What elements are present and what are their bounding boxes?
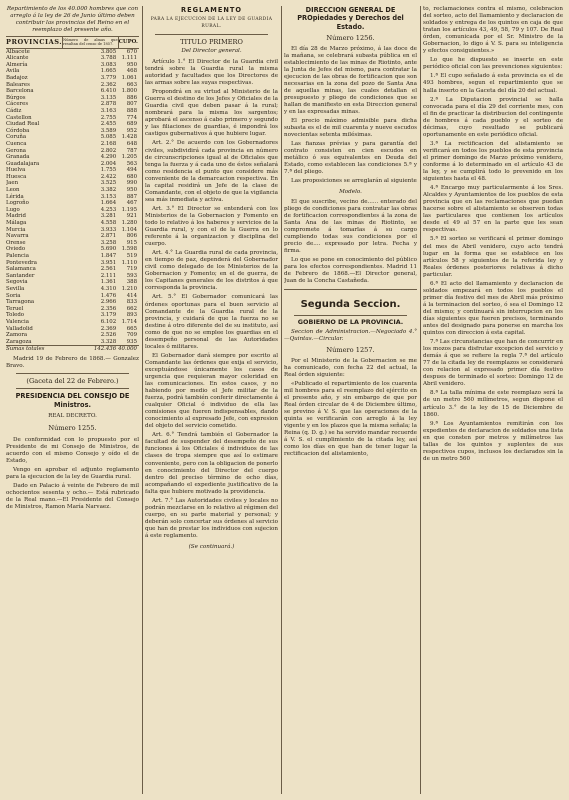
province-souls: 3.328 [100, 338, 117, 345]
province-souls: 3.281 [100, 213, 117, 220]
province-quota: 1.800 [121, 88, 137, 95]
province-quota: 833 [126, 299, 137, 306]
decree-paragraph-2: Vengo en aprobar el adjunto reglamento para la ejecucion de la ley de Guardia rural. [6, 466, 139, 480]
province-row [6, 233, 139, 240]
rule-5: 5.ª El sorteo se verificará el primer domingo del mes de Abril venidero, cuyo acto tendrá lugar en la forma que se establece en los artículos 58 y siguientes de la referida ley y Reales órdenes posteriores relativas á dicho particular. [423, 236, 563, 278]
province-souls: 3.589 [100, 127, 117, 134]
province-quota: 519 [126, 253, 137, 259]
province-quota: 893 [126, 312, 137, 319]
province-row [6, 299, 139, 306]
province-quota: 1.598 [121, 246, 137, 253]
province-row [6, 108, 139, 115]
decree-paragraph-3: Dado en Palacio á veinte de Febrero de mil ochocientos sesenta y ocho.— Está rubricado de la Real mano.—El Presidente del Consejo de Ministros, Ramon María Narvaez. [6, 482, 139, 511]
column-4 [423, 6, 563, 794]
province-name: Zaragoza [6, 338, 32, 345]
titulo-subtitle: Del Director general. [181, 47, 242, 54]
province-name: Lérida [6, 193, 24, 200]
province-row [6, 121, 139, 128]
province-row [6, 187, 139, 194]
province-name: Cáceres [6, 101, 29, 108]
rule-1: 1.ª El cupo señalado á esta provincia es el de 493 hombres, segun el repartimiento que se halla inserto en la Gaceta del día 20 del actual. [423, 73, 563, 94]
reglamento-subtitle: PARA LA EJECUCION DE LA LEY DE GUARDIA RURAL. [150, 17, 273, 30]
province-souls: 2.526 [100, 332, 117, 339]
province-row [6, 253, 139, 260]
province-row [6, 134, 139, 141]
province-row [6, 227, 139, 234]
modelo-paragraph-1: El que suscribe, vecino de...... enterado del pliego de condiciones para contratar las obras de fortificacion correspondientes á la zona de Santa Ana de las minas de Riotinto, se compromete á tomarlas á su cargo cumpliendo todas sus condiciones por el precio de.... expresado por letra. Fecha y firma. [284, 198, 417, 254]
province-quota: 774 [126, 114, 137, 121]
rule-7: 7.ª Las circunstancias que han de concurrir en los mozos para disfrutar excepcion del servicio y demás á que se refiere la regla 7.ª del artículo 77 de la citada ley de reemplazos se considerará con relacion al expresado primer día festivo despues de terminado el sorteo: Domingo 12 de Abril venidero. [423, 339, 563, 388]
province-souls: 4.310 [100, 285, 117, 292]
rule-3: 3.ª La rectificacion del alistamiento se verificará en todos los pueblos de esta provincia el primer domingo de Marzo próximo venidero, conforme á lo determinado en el artículo 43 de la ley, y se cumplirá todo lo prevenido en los siguientes hasta el 48. [423, 140, 563, 183]
province-souls: 2.356 [100, 305, 117, 312]
province-quota: 952 [126, 127, 137, 134]
province-quota: 709 [126, 332, 137, 339]
province-name: Salamanca [6, 266, 36, 273]
allotment-intro: Repartimiento de los 40.000 hombres que con arreglo á la ley de 26 de Junio último deben contribuir las provincias del Reino en el reemplazo del presente año. [6, 6, 139, 34]
province-souls: 4.558 [100, 220, 117, 227]
province-quota: 719 [126, 266, 137, 273]
province-row [6, 180, 139, 187]
province-row [6, 286, 139, 293]
province-souls: 1.665 [100, 68, 117, 75]
province-name: Barcelona [6, 88, 34, 95]
province-row [6, 200, 139, 207]
segunda-seccion-heading: Segunda Seccion. [300, 299, 401, 311]
province-row [6, 88, 139, 95]
modelo-paragraph-2: Lo que se pone en conocimiento del público para los efectos correspondientes. Madrid 11 de Febrero de 1868.—El Director general, Juan de la Concha Castañeda. [284, 256, 417, 285]
province-row [6, 339, 139, 346]
modelo-heading: Modelo. [339, 188, 362, 195]
gobierno-heading: GOBIERNO DE LA PROVINCIA. [297, 318, 404, 327]
province-name: Leon [6, 187, 20, 194]
province-row [6, 293, 139, 300]
rule-9: 9.ª Los Ayuntamientos remitirán con los expedientes de declaracion de soldados una lista en que consten por metros y milímetros las tallas de los quintos y suplentes de sus respectivos cupos, inclusos los declarados sin la de un metro 560 [423, 420, 563, 462]
province-row [6, 62, 139, 69]
province-name: Guadalajara [6, 160, 40, 167]
province-souls: 2.422 [100, 173, 117, 180]
province-name: Navarra [6, 233, 29, 240]
province-name: Granada [6, 154, 30, 161]
seccion-admin: Seccion de Administracion.—Negociado 4.°—Quintas.—Circular. [284, 329, 417, 343]
province-row [6, 273, 139, 280]
province-row [6, 174, 139, 181]
province-name: Palencia [6, 253, 29, 259]
province-souls: 3.382 [100, 187, 117, 194]
province-souls: 3.179 [100, 312, 117, 319]
province-name: Huelva [6, 167, 26, 174]
rule-4: 4.ª Encargo muy particularmente á los Sres. Alcaldes y Ayuntamientos de los pueblos de esta provincia que en las reclamaciones que puedan hacerse sobre el alistamiento se observen todas las particulares que contienen los artículos desde el 49 al 57 en la parte que les sean respectivas. [423, 185, 563, 234]
province-quota: 1.205 [121, 154, 137, 161]
province-name: Sevilla [6, 285, 25, 292]
province-quota: 990 [126, 180, 137, 187]
article-1: Artículo 1.° El Director de la Guardia civil tendrá sobre la Guardia rural la misma autoridad y facultades que los Directores de las armas sobre las suyas respectivas. [145, 58, 278, 87]
column-3 [284, 6, 417, 794]
number-1255: Número 1255. [48, 424, 97, 433]
province-souls: 2.755 [100, 114, 117, 121]
province-souls: 2.455 [100, 121, 117, 128]
province-row [6, 101, 139, 108]
province-quota: 806 [126, 233, 137, 240]
number-1257: Número 1257. [326, 346, 375, 355]
province-row [6, 48, 139, 55]
province-name: Albacete [6, 48, 30, 55]
number-1256: Número 1256. [326, 34, 375, 43]
province-row [6, 75, 139, 82]
real-decreto-heading: REAL DECRETO. [48, 413, 97, 420]
province-souls: 3.933 [100, 226, 117, 233]
article-5-cont: El Gobernador dará siempre por escrito al Comandante las órdenes que exija el servicio, exceptuándose únicamente los casos de urgencia que requieran mayor celeridad en las comunicaciones. En estos casos, y no habiendo por medio el Jefe militar de la fuerza, podrá también conferir directamente á cualquier Oficial ó individuo de ella las comisiones que fueren indispensables, dando conocimiento al expresado Jefe, con expresion del objeto del servicio cometido. [145, 352, 278, 430]
province-row [6, 115, 139, 122]
newspaper-page [6, 6, 563, 794]
province-quota: 887 [126, 193, 137, 200]
province-name: Almería [6, 61, 28, 68]
auction-paragraph-2: El precio máximo admisible para dicha subasta es el de mil cuarenta y nueve escudos novecientas setenta milésimas. [284, 118, 417, 139]
province-name: Castellon [6, 114, 32, 121]
province-name: Toledo [6, 312, 25, 319]
province-row [6, 266, 139, 273]
province-name: Málaga [6, 220, 27, 227]
province-name: Córdoba [6, 127, 30, 134]
province-name: Pontevedra [6, 259, 37, 266]
province-name: Huesca [6, 173, 27, 180]
province-souls: 5.085 [100, 134, 117, 141]
article-5: Art. 5.° El Gobernador comunicará las órdenes oportunas para el buen servicio al Comandante de la Guardia rural de la provincia, y cuidará de que la fuerza no se destine á otro diferente del de su instituto, así como de que no se emplee los guardias en el desempeño personal de las Autoridades locales ó militares. [145, 294, 278, 350]
province-quota: 888 [126, 107, 137, 114]
province-name: Orense [6, 239, 26, 246]
header-quota: CUPO. [118, 37, 139, 48]
auction-paragraph-1: El día 28 de Marzo próximo, á las doce de la mañana, se celebrará subasta pública en el establecimiento de las minas de Riotinto, ante la Junta de Jefes del mismo, para contratar la ejecucion de las obras de fortificacion que son necesarias en la zona del pozo de Santa Ana de aquellas minas, las cuales detallan el presupuesto y pliego de condiciones que se hallan de manifiesto en esta Direccion general y en las expresadas minas. [284, 45, 417, 116]
province-row [6, 312, 139, 319]
article-2: Art. 2.° De acuerdo con los Gobernadores civiles, subdividirá cada provincia en número de circunscripciones igual al de Oficiales que tenga la fuerza y á cada uno de éstos señalará como residencia el punto que considere más conveniente de la demarcacion respectiva. En la capital residirá un Jefe de la clase de Comandante, con el objeto de que la vigilancia sea más inmediata y activa. [145, 140, 278, 203]
province-souls: 2.362 [100, 81, 117, 88]
province-name: Lugo [6, 206, 20, 213]
totals-quota: 40.000 [118, 346, 137, 353]
reglamento-title: REGLAMENTO [181, 6, 242, 14]
province-name: Cádiz [6, 107, 22, 114]
province-souls: 2.111 [100, 272, 117, 279]
continued-note: (Se continuará.) [188, 544, 235, 551]
date-signature: Madrid 19 de Febrero de 1868.— Gonzalez Bravo. [6, 355, 139, 369]
province-row [6, 55, 139, 62]
province-souls: 2.878 [100, 101, 117, 108]
province-quota: 1.714 [121, 318, 137, 325]
circular-paragraph-1: Por el Ministerio de la Gobernacion se me ha comunicado, con fecha 22 del actual, la Real órden siguiente: [284, 357, 417, 378]
province-name: Ciudad Real [6, 121, 40, 128]
province-name: Tarragona [6, 299, 35, 306]
province-quota: 663 [126, 81, 137, 88]
province-quota: 467 [126, 200, 137, 207]
province-souls: 3.135 [100, 94, 117, 101]
article-7: Art. 7.° Las Autoridades civiles y locales no podrán mezclarse en lo relativo al régimen del cuerpo, en su parte material y personal; y deberán solo concertar sus órdenes al servicio que han de prestar los individuos con sujecion á este reglamento. [145, 497, 278, 539]
rule-8: 8.ª La talla mínima de este reemplazo será la de un metro 560 milímetros, segun dispone el artículo 3.° de la ley de 15 de Diciembre de 1860. [423, 390, 563, 418]
province-row [6, 148, 139, 155]
province-name: Oviedo [6, 246, 26, 253]
province-souls: 2.369 [100, 325, 117, 332]
header-souls: Número de almas que resultan del censo de 1857. [63, 38, 118, 47]
col4-paragraph-1: to, reclamaciones contra el mismo, celebracion del sorteo, acto del llamamiento y declaracion de soldados y entrega de los quintos en caja de que tratan los artículos 43, 49, 58, 79 y 107. De Real órden, comunicada por el Sr. Ministro de la Gobernacion, lo digo á V. S. para su inteligencia y efectos consiguientes.» [423, 6, 563, 55]
province-quota: 670 [126, 48, 137, 55]
province-row [6, 161, 139, 168]
presidencia-heading: PRESIDENCIA DEL CONSEJO DE Ministros. [15, 392, 130, 409]
province-name: Valencia [6, 318, 29, 325]
province-souls: 3.163 [100, 107, 117, 114]
province-souls: 3.805 [100, 48, 117, 55]
province-souls: 1.361 [100, 279, 117, 286]
province-quota: 921 [126, 213, 137, 220]
province-name: Gerona [6, 147, 27, 154]
province-souls: 5.690 [100, 246, 117, 253]
province-name: Santander [6, 272, 35, 279]
totals-souls: 142.436 [63, 346, 119, 353]
header-provinces: PROVINCIAS. [6, 38, 63, 47]
province-souls: 6.102 [100, 318, 117, 325]
province-quota: 1.210 [121, 285, 137, 292]
province-name: Segovia [6, 279, 28, 286]
province-row [6, 332, 139, 339]
province-name: Zamora [6, 332, 28, 339]
province-quota: 1.110 [121, 259, 137, 266]
province-quota: 950 [126, 61, 137, 68]
province-row [6, 82, 139, 89]
province-quota: 1.195 [121, 206, 137, 213]
decree-paragraph-1: De conformidad con lo propuesto por el Presidente de mi Consejo de Ministros, de acuerdo con el mismo Consejo y oído el de Estado, [6, 436, 139, 464]
province-quota: 807 [126, 101, 137, 108]
column-2 [145, 6, 278, 794]
province-name: Madrid [6, 213, 26, 220]
province-name: Jaen [6, 180, 19, 187]
province-souls: 1.476 [100, 292, 117, 299]
province-quota: 665 [126, 325, 137, 332]
province-souls: 3.779 [100, 74, 117, 81]
province-name: Logroño [6, 200, 29, 207]
province-souls: 2.802 [100, 147, 117, 154]
auction-paragraph-3: Las fianzas prévias y para garantía del contrato consisten en cien escudos en metálico ó sus equivalentes en Deuda del Estado, como establecen las condiciones 5.ª y 7.ª del pliego. [284, 141, 417, 176]
province-souls: 1.847 [100, 253, 117, 259]
province-row [6, 326, 139, 333]
province-souls: 2.871 [100, 233, 117, 240]
province-souls: 4.253 [100, 206, 117, 213]
titulo-primero: TITULO PRIMERO [180, 37, 243, 46]
province-quota: 1.111 [121, 55, 137, 62]
province-name: Soria [6, 292, 21, 299]
province-quota: 388 [126, 279, 137, 286]
province-souls: 1.664 [100, 200, 117, 207]
province-souls: 2.966 [100, 299, 117, 306]
province-souls: 4.290 [100, 154, 117, 161]
province-quota: 563 [126, 160, 137, 167]
province-souls: 3.525 [100, 180, 117, 187]
province-quota: 1.061 [121, 74, 137, 81]
auction-paragraph-4: Las proposiciones se arreglarán al siguiente [291, 178, 417, 185]
province-quota: 935 [126, 338, 137, 345]
province-souls: 6.410 [100, 88, 117, 95]
provinces-table-body [6, 48, 139, 346]
province-souls: 1.755 [100, 167, 117, 174]
rule-6: 6.ª El acto del llamamiento y declaracion de soldados empezará en todos los pueblos el primer día festivo del mes de Abril más próximo á la terminacion del sorteo, ó sea el Domingo 12 del mismo; y continuará sin interrupcion en los días siguientes que fueren precisos, terminando antes del designado para ponerse en marcha los quintos con direccion á esta capital. [423, 280, 563, 337]
rule-2: 2.ª La Diputacion provincial se halla convocada para el día 29 del corriente mes, con el fin de practicar la distribucion del contingente de hombres á cada pueblo y el sorteo de décimas, cuyo resultado se publicará oportunamente en este periódico oficial. [423, 96, 563, 138]
article-6: Art. 6.° Tendrá también el Gobernador la facultad de suspender del desempeño de sus funciones á los Oficiales é individuos de las clases de tropa siempre que así lo estimare conveniente, pero con la obligacion de ponerlo en conocimiento del Director del cuerpo dentro del preciso término de ocho días, acompañando el expediente justificativo de la falta que hubiere motivado la providencia. [145, 432, 278, 495]
province-quota: 648 [126, 140, 137, 147]
province-quota: 468 [126, 68, 137, 75]
province-row [6, 240, 139, 247]
province-souls: 2.168 [100, 140, 117, 147]
province-souls: 3.951 [100, 259, 117, 266]
province-souls: 2.004 [100, 160, 117, 167]
province-row [6, 306, 139, 313]
province-row [6, 154, 139, 161]
province-name: Badajoz [6, 74, 28, 81]
province-quota: 787 [126, 147, 137, 154]
province-souls: 3.083 [100, 61, 117, 68]
province-quota: 950 [126, 187, 137, 194]
province-row [6, 319, 139, 326]
province-name: Valladolid [6, 325, 33, 332]
province-row [6, 220, 139, 227]
province-quota: 1.104 [121, 226, 137, 233]
province-row [6, 141, 139, 148]
province-quota: 689 [126, 121, 137, 128]
column-1 [6, 6, 139, 794]
direccion-heading: DIRECCION GENERAL DE PROpiedades y Derechos del Estado. [297, 6, 404, 31]
province-name: Baleares [6, 81, 30, 88]
totals-row [6, 346, 139, 353]
province-quota: 1.428 [121, 134, 137, 141]
province-quota: 662 [126, 305, 137, 312]
province-souls: 3.788 [100, 55, 117, 62]
article-3: Art. 3.° El Director se entenderá con los Ministerios de la Gobernacion y Fomento en todo lo relativo á los haberes y servicios de la Guardia rural, y con el de la Guerra en lo referente á la organizacion y disciplina del cuerpo. [145, 205, 278, 248]
province-row [6, 207, 139, 214]
province-quota: 593 [126, 272, 137, 279]
province-name: Teruel [6, 305, 24, 312]
province-quota: 915 [126, 239, 137, 246]
province-row [6, 68, 139, 75]
province-quota: 414 [126, 292, 137, 299]
article-1-cont: Propondrá en su virtud al Ministerio de la Guerra el destino de los Jefes y Oficiales de la Guardia civil que deben pasar á la rural; nombrará para la misma los sargentos; aprobará el ascenso á cabo primero y segundo y las filiaciones de guardias, é impondrá los castigos gubernativos á que hubiere lugar. [145, 89, 278, 138]
col4-paragraph-2: Lo que he dispuesto se inserte en este periódico oficial con las prevenciones siguientes: [423, 57, 563, 71]
totals-label: Sumas totales [6, 346, 63, 353]
province-row [6, 279, 139, 286]
province-souls: 3.153 [100, 193, 117, 200]
province-name: Avila [6, 68, 20, 75]
province-row [6, 167, 139, 174]
province-souls: 3.258 [100, 239, 117, 246]
province-quota: 494 [126, 167, 137, 174]
gaceta-reference: (Gaceta del 22 de Febrero.) [26, 377, 119, 385]
province-quota: 680 [126, 173, 137, 180]
province-row [6, 260, 139, 267]
provinces-table [6, 36, 139, 353]
article-4: Art. 4.° La Guardia rural de cada provincia, en tiempo de paz, dependerá del Gobernador civil como delegado de los Ministerios de la Gobernacion y Fomento; en el de guerra, de los Capitanes generales de los distritos á que corresponda la provincia. [145, 250, 278, 292]
province-row [6, 246, 139, 253]
province-name: Coruña [6, 134, 27, 141]
province-quota: 886 [126, 94, 137, 101]
province-souls: 2.561 [100, 266, 117, 273]
province-name: Alicante [6, 55, 29, 62]
province-name: Murcia [6, 226, 26, 233]
province-name: Búrgos [6, 94, 26, 101]
province-name: Cuenca [6, 140, 27, 147]
circular-paragraph-2: «Publicado el repartimiento de los cuarenta mil hombres para el reemplazo del ejército en el presente año, y sin embargo de que por Real órden circular de 4 de Diciembre último, se previno á V. S. que las operaciones de la quinta se verificarán con arreglo á la ley vigente y en los plazos que la misma señala; la Reina (q. D. g.) se ha servido mandar recuerde á V. S. el cumplimiento de la citada ley, así como los días en que han de tener lugar la rectificacion del alistamiento, [284, 380, 417, 458]
province-quota: 1.280 [121, 220, 137, 227]
